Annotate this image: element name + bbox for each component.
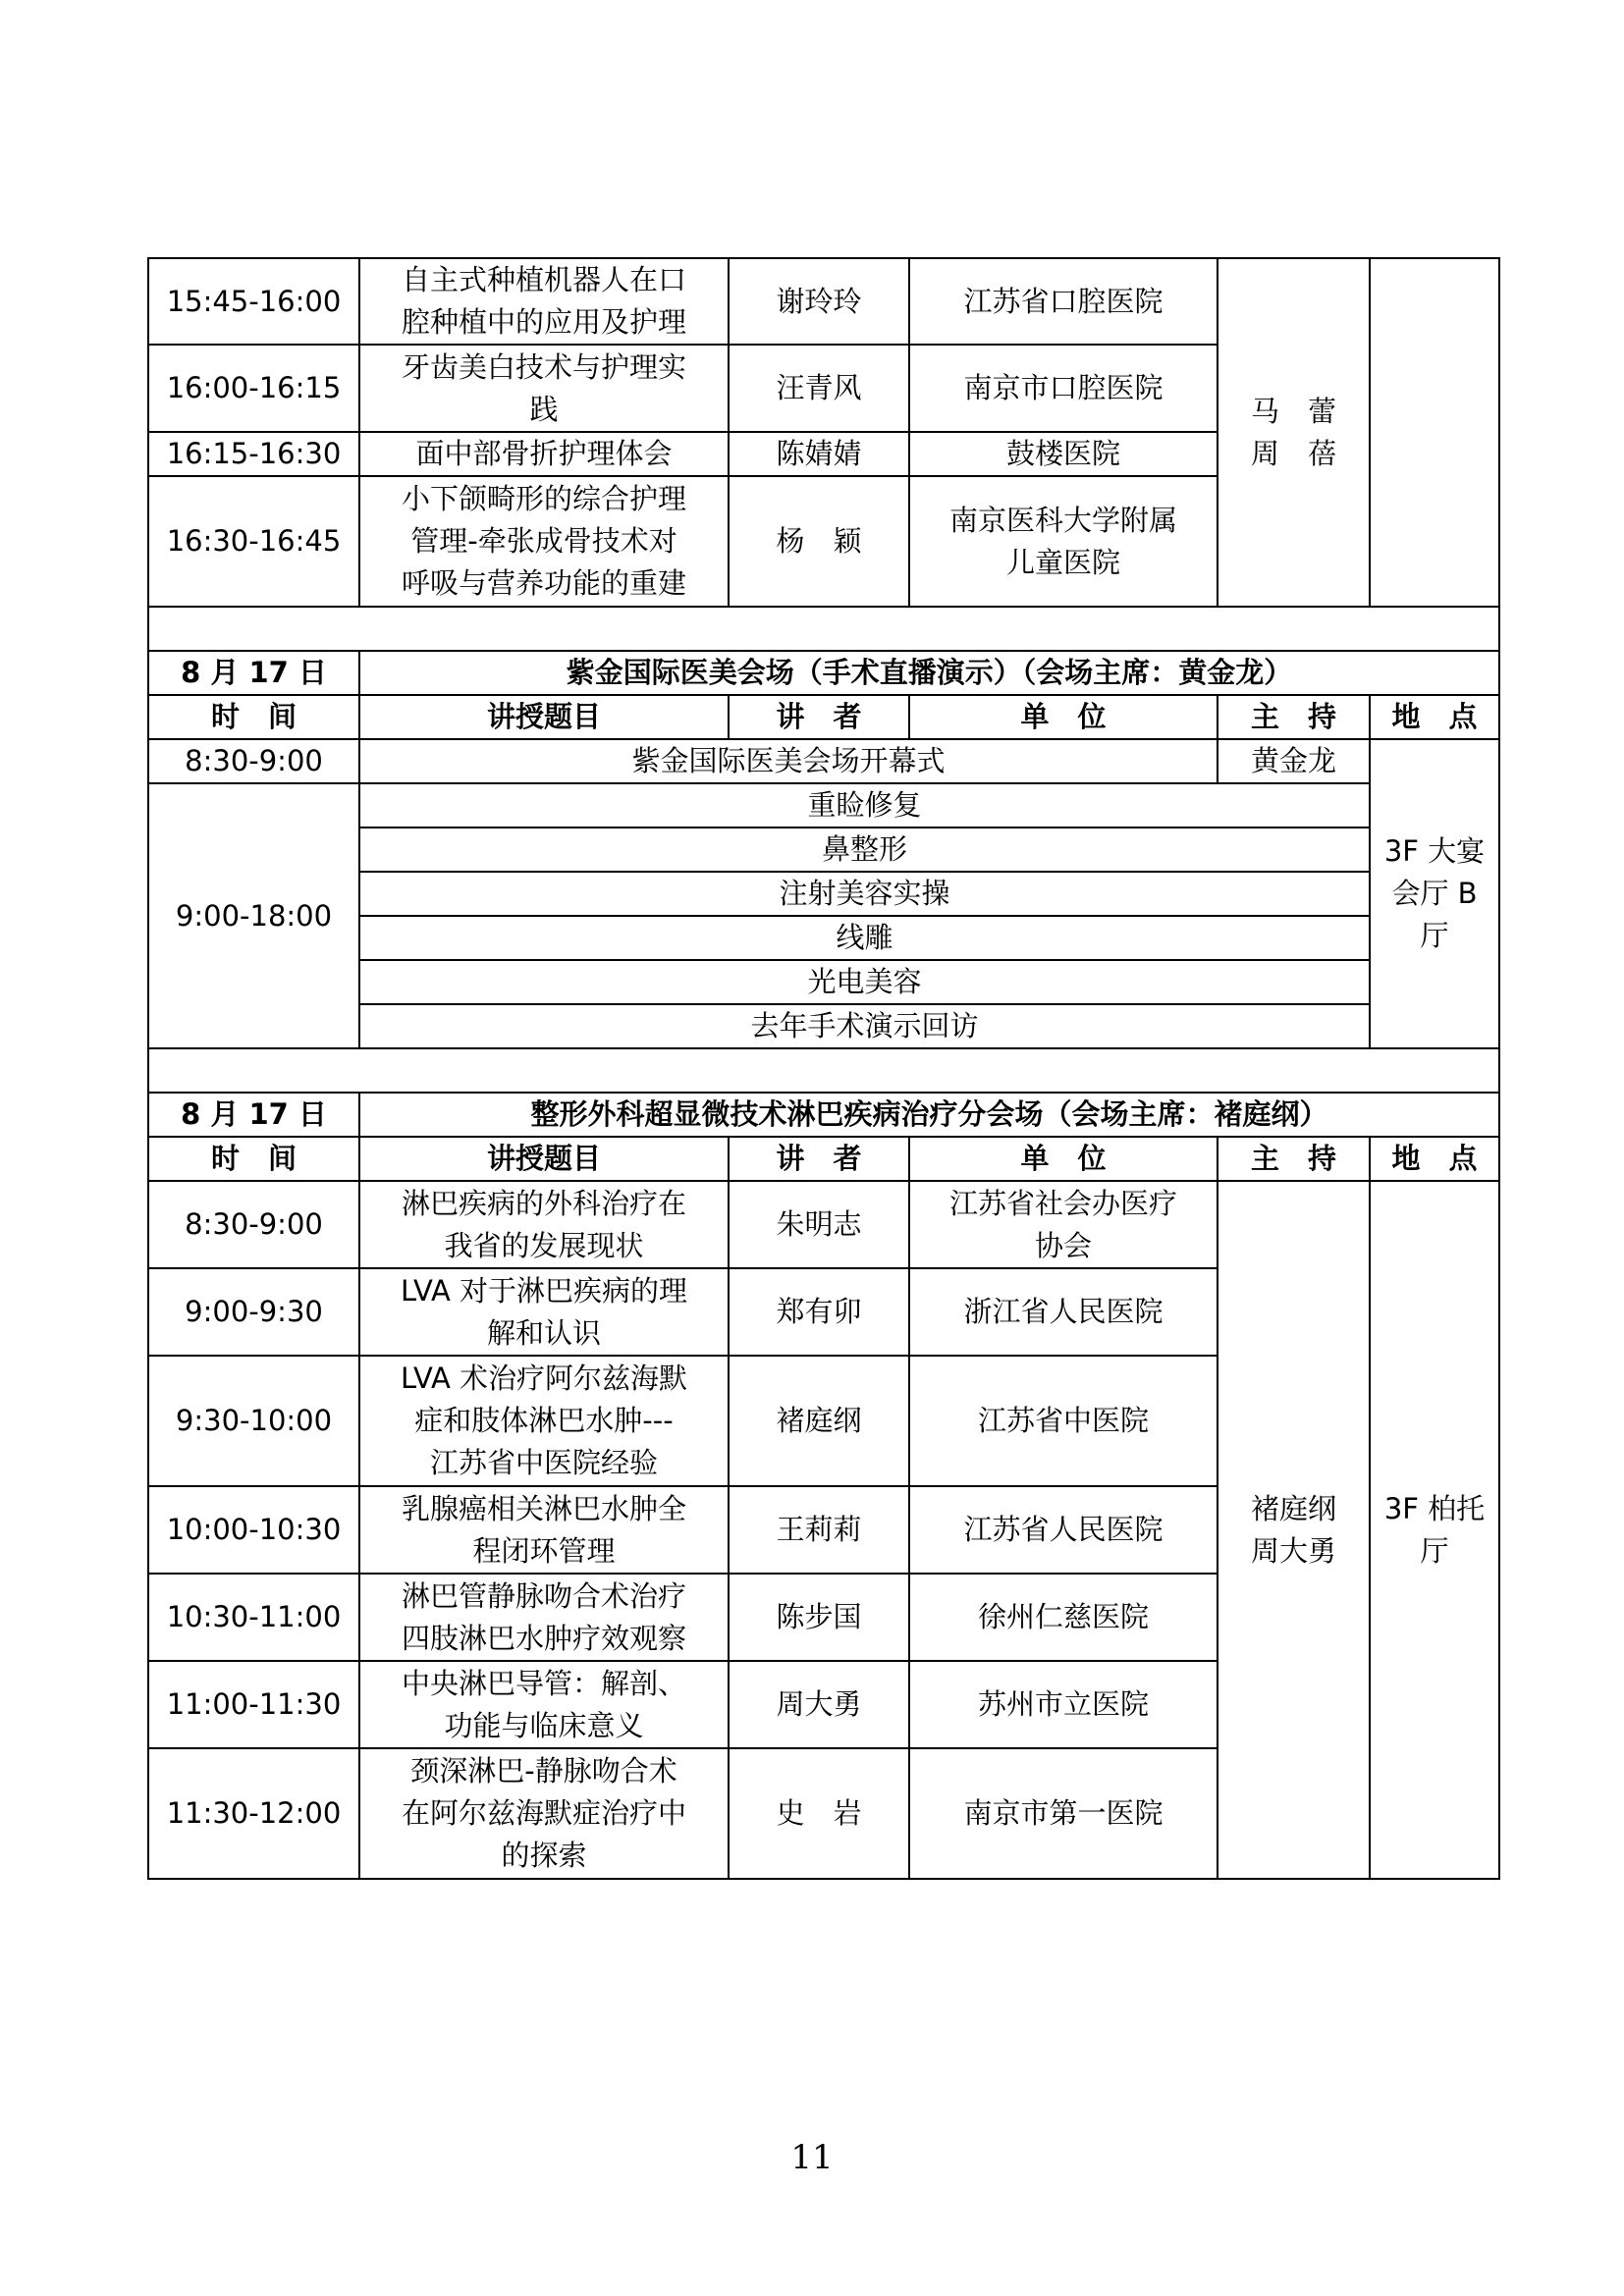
topic-cell: 鼻整形 — [359, 828, 1370, 872]
topic-cell: 小下颌畸形的综合护理 管理-牵张成骨技术对 呼吸与营养功能的重建 — [359, 476, 729, 607]
topic-cell: 牙齿美白技术与护理实 践 — [359, 345, 729, 432]
time-cell: 9:00-9:30 — [148, 1268, 359, 1356]
topic-cell: LVA 对于淋巴疾病的理 解和认识 — [359, 1268, 729, 1356]
topic-cell: 去年手术演示回访 — [359, 1004, 1370, 1048]
unit-cell: 江苏省中医院 — [909, 1356, 1218, 1486]
speaker-cell: 周大勇 — [729, 1661, 909, 1748]
speaker-cell: 杨 颖 — [729, 476, 909, 607]
speaker-cell: 陈步国 — [729, 1574, 909, 1661]
speaker-cell: 汪青风 — [729, 345, 909, 432]
topic-cell: 注射美容实操 — [359, 872, 1370, 916]
header-topic: 讲授题目 — [359, 695, 729, 739]
spacer-cell — [148, 607, 1499, 651]
header-speaker: 讲 者 — [729, 1137, 909, 1181]
time-cell: 8:30-9:00 — [148, 1181, 359, 1268]
topic-cell: LVA 术治疗阿尔兹海默 症和肢体淋巴水肿--- 江苏省中医院经验 — [359, 1356, 729, 1486]
session-title-row — [148, 651, 1499, 695]
table-row — [148, 1181, 1499, 1268]
time-cell: 15:45-16:00 — [148, 258, 359, 345]
header-time: 时 间 — [148, 695, 359, 739]
header-time: 时 间 — [148, 1137, 359, 1181]
session-date: 8 月 17 日 — [148, 1093, 359, 1137]
host-cell: 黄金龙 — [1218, 739, 1370, 783]
speaker-cell: 褚庭纲 — [729, 1356, 909, 1486]
spacer-row — [148, 1048, 1499, 1093]
unit-cell: 浙江省人民医院 — [909, 1268, 1218, 1356]
topic-cell: 颈深淋巴-静脉吻合术 在阿尔兹海默症治疗中 的探索 — [359, 1748, 729, 1879]
time-cell: 10:00-10:30 — [148, 1486, 359, 1574]
unit-cell: 鼓楼医院 — [909, 432, 1218, 476]
time-cell: 16:30-16:45 — [148, 476, 359, 607]
topic-cell: 面中部骨折护理体会 — [359, 432, 729, 476]
speaker-cell: 史 岩 — [729, 1748, 909, 1879]
speaker-cell: 王莉莉 — [729, 1486, 909, 1574]
topic-cell: 光电美容 — [359, 960, 1370, 1004]
topic-cell: 乳腺癌相关淋巴水肿全 程闭环管理 — [359, 1486, 729, 1574]
header-unit: 单 位 — [909, 1137, 1218, 1181]
header-unit: 单 位 — [909, 695, 1218, 739]
unit-cell: 南京医科大学附属 儿童医院 — [909, 476, 1218, 607]
host-cell: 马 蕾 周 蓓 — [1218, 258, 1370, 607]
time-cell: 10:30-11:00 — [148, 1574, 359, 1661]
speaker-cell: 谢玲玲 — [729, 258, 909, 345]
table-row — [148, 783, 1499, 828]
time-cell: 16:00-16:15 — [148, 345, 359, 432]
time-cell: 11:30-12:00 — [148, 1748, 359, 1879]
venue-cell: 3F 柏托 厅 — [1370, 1181, 1499, 1879]
topic-cell: 重睑修复 — [359, 783, 1370, 828]
topic-cell: 线雕 — [359, 916, 1370, 960]
session-title: 整形外科超显微技术淋巴疾病治疗分会场（会场主席：褚庭纲） — [359, 1093, 1499, 1137]
topic-cell: 淋巴管静脉吻合术治疗 四肢淋巴水肿疗效观察 — [359, 1574, 729, 1661]
topic-cell: 自主式种植机器人在口 腔种植中的应用及护理 — [359, 258, 729, 345]
page-number: 11 — [790, 2138, 834, 2177]
header-speaker: 讲 者 — [729, 695, 909, 739]
unit-cell: 南京市口腔医院 — [909, 345, 1218, 432]
speaker-cell: 朱明志 — [729, 1181, 909, 1268]
unit-cell: 南京市第一医院 — [909, 1748, 1218, 1879]
session-title: 紫金国际医美会场（手术直播演示）（会场主席：黄金龙） — [359, 651, 1499, 695]
unit-cell: 江苏省社会办医疗 协会 — [909, 1181, 1218, 1268]
unit-cell: 苏州市立医院 — [909, 1661, 1218, 1748]
header-row — [148, 695, 1499, 739]
topic-cell: 淋巴疾病的外科治疗在 我省的发展现状 — [359, 1181, 729, 1268]
time-cell: 11:00-11:30 — [148, 1661, 359, 1748]
session-title-row — [148, 1093, 1499, 1137]
time-cell: 9:30-10:00 — [148, 1356, 359, 1486]
table-row — [148, 739, 1499, 783]
header-host: 主 持 — [1218, 695, 1370, 739]
table-row — [148, 258, 1499, 345]
spacer-cell — [148, 1048, 1499, 1093]
topic-cell: 中央淋巴导管：解剖、 功能与临床意义 — [359, 1661, 729, 1748]
host-cell: 褚庭纲 周大勇 — [1218, 1181, 1370, 1879]
header-venue: 地 点 — [1370, 695, 1499, 739]
spacer-row — [148, 607, 1499, 651]
unit-cell: 徐州仁慈医院 — [909, 1574, 1218, 1661]
time-cell: 9:00-18:00 — [148, 783, 359, 1048]
unit-cell: 江苏省口腔医院 — [909, 258, 1218, 345]
unit-cell: 江苏省人民医院 — [909, 1486, 1218, 1574]
topic-cell: 紫金国际医美会场开幕式 — [359, 739, 1218, 783]
header-venue: 地 点 — [1370, 1137, 1499, 1181]
header-host: 主 持 — [1218, 1137, 1370, 1181]
venue-cell: 3F 大宴 会厅 B 厅 — [1370, 739, 1499, 1048]
header-topic: 讲授题目 — [359, 1137, 729, 1181]
session-date: 8 月 17 日 — [148, 651, 359, 695]
speaker-cell: 郑有卯 — [729, 1268, 909, 1356]
time-cell: 16:15-16:30 — [148, 432, 359, 476]
header-row — [148, 1137, 1499, 1181]
time-cell: 8:30-9:00 — [148, 739, 359, 783]
schedule-table — [147, 257, 1500, 1880]
venue-cell — [1370, 258, 1499, 607]
speaker-cell: 陈婧婧 — [729, 432, 909, 476]
